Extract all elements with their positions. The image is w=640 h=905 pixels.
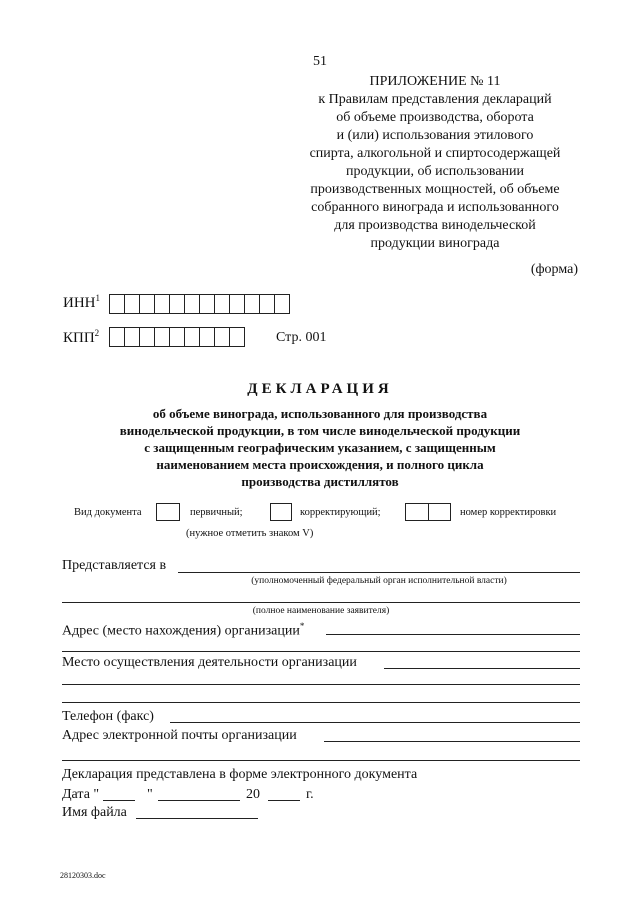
digit-cell[interactable]	[185, 295, 200, 313]
activity-place-line[interactable]	[384, 668, 580, 669]
corrective-label: корректирующий;	[300, 507, 381, 518]
activity-place-label: Место осуществления деятельности организации	[62, 655, 357, 670]
appendix-line: спирта, алкогольной и спиртосодержащей	[309, 146, 561, 161]
address-line[interactable]	[326, 634, 580, 635]
date-label: Дата "	[62, 787, 100, 802]
page-number: 51	[313, 54, 327, 69]
appendix-block	[290, 73, 580, 253]
phone-label: Телефон (факс)	[62, 709, 154, 724]
date-month-line[interactable]	[158, 800, 240, 801]
applicant-line[interactable]	[62, 602, 580, 603]
digit-cell[interactable]	[125, 295, 140, 313]
date-year-line[interactable]	[268, 800, 300, 801]
address-label: Адрес (место нахождения) организации*	[62, 621, 305, 639]
digit-cell[interactable]	[215, 328, 230, 346]
digit-cell[interactable]	[245, 295, 260, 313]
date-quote: "	[147, 787, 153, 802]
phone-line[interactable]	[170, 722, 580, 723]
date-day-line[interactable]	[103, 800, 135, 801]
submitted-to-caption: (уполномоченный федеральный орган исполнительной власти)	[251, 576, 507, 586]
doc-type-label: Вид документа	[74, 507, 142, 518]
email-line[interactable]	[324, 741, 580, 742]
appendix-title: ПРИЛОЖЕНИЕ № 11	[369, 74, 501, 89]
file-label: Имя файла	[62, 805, 127, 820]
address-line-2[interactable]	[62, 651, 580, 652]
page-ref: Стр. 001	[276, 330, 327, 345]
inn-label: ИНН$^1$	[63, 293, 100, 311]
doc-type-note: (нужное отметить знаком V)	[186, 528, 314, 539]
digit-cell[interactable]	[215, 295, 230, 313]
digit-cell[interactable]	[170, 328, 185, 346]
appendix-line: об объеме производства, оборота	[336, 110, 534, 125]
submitted-to-label: Представляется в	[62, 558, 167, 573]
digit-cell[interactable]	[185, 328, 200, 346]
digit-cell[interactable]	[230, 295, 245, 313]
file-line[interactable]	[136, 818, 258, 819]
correction-number-cells[interactable]	[405, 503, 451, 521]
appendix-line: для производства винодельческой	[334, 218, 536, 233]
correction-number-label: номер корректировки	[460, 507, 557, 518]
declaration-title: ДЕКЛАРАЦИЯ	[247, 381, 393, 397]
appendix-line: собранного винограда и использованного	[311, 200, 559, 215]
digit-cell[interactable]	[140, 295, 155, 313]
digit-cell[interactable]	[110, 295, 125, 313]
digit-cell[interactable]	[260, 295, 275, 313]
activity-place-line-3[interactable]	[62, 702, 580, 703]
appendix-line: продукции винограда	[370, 236, 500, 251]
digit-cell[interactable]	[170, 295, 185, 313]
digit-cell[interactable]	[140, 328, 155, 346]
appendix-line: к Правилам представления деклараций	[318, 92, 552, 107]
electronic-note: Декларация представлена в форме электронного документа	[62, 767, 418, 782]
appendix-line: и (или) использования этилового	[336, 128, 534, 143]
inn-cells[interactable]	[109, 294, 290, 314]
applicant-caption: (полное наименование заявителя)	[252, 606, 390, 616]
digit-cell[interactable]	[275, 295, 289, 313]
primary-label: первичный;	[190, 507, 243, 518]
digit-cell[interactable]	[200, 328, 215, 346]
corrective-checkbox[interactable]	[270, 503, 292, 521]
form-note: (форма)	[530, 262, 578, 277]
kpp-label: КПП$^2$	[63, 328, 100, 346]
appendix-line: продукции, об использовании	[345, 164, 525, 179]
footer-filename: 28120303.doc	[60, 871, 106, 880]
email-line-2[interactable]	[62, 760, 580, 761]
appendix-line: производственных мощностей, об объеме	[310, 182, 560, 197]
digit-cell[interactable]	[230, 328, 244, 346]
digit-cell[interactable]	[110, 328, 125, 346]
year-prefix: 20	[246, 787, 260, 802]
declaration-subtitle: об объеме винограда, использованного для производства винодельческой продукции, в том числе винодельческой продукции с защищенным географическим указанием, с защищенным наименованием места происхождения, и полного цикла производства дистиллятов	[119, 406, 521, 489]
email-label: Адрес электронной почты организации	[62, 728, 297, 743]
digit-cell[interactable]	[125, 328, 140, 346]
digit-cell[interactable]	[200, 295, 215, 313]
submitted-to-line[interactable]	[178, 572, 580, 573]
digit-cell[interactable]	[155, 328, 170, 346]
kpp-cells[interactable]	[109, 327, 245, 347]
activity-place-line-2[interactable]	[62, 684, 580, 685]
year-suffix: г.	[306, 787, 314, 802]
primary-checkbox[interactable]	[156, 503, 180, 521]
digit-cell[interactable]	[155, 295, 170, 313]
